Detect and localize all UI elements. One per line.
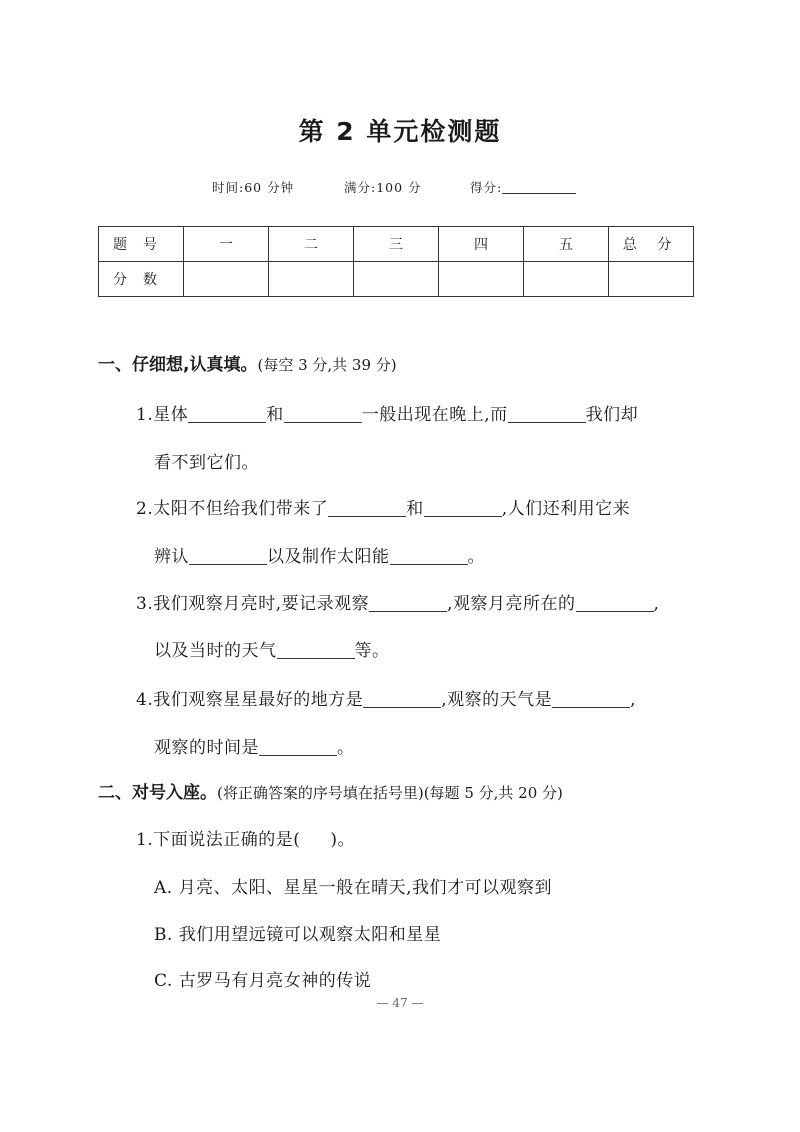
score-table xyxy=(98,226,694,297)
q1-num: 1. xyxy=(136,405,154,425)
q2-text-b: 和 xyxy=(406,499,424,519)
answer-blank[interactable] xyxy=(189,546,267,565)
question-1-1-line-2: 看不到它们。 xyxy=(154,453,259,473)
answer-blank[interactable] xyxy=(369,593,447,612)
q4-text-e: 。 xyxy=(337,738,355,758)
section-2-note: (将正确答案的序号填在括号里)(每题 5 分,共 20 分) xyxy=(217,784,563,802)
score-cell-total[interactable] xyxy=(609,262,694,297)
answer-blank[interactable] xyxy=(508,404,586,423)
q4-text-d: 观察的时间是 xyxy=(154,738,259,758)
q2-num: 2. xyxy=(136,499,154,519)
q1-text-b: 和 xyxy=(266,405,284,425)
score-cell-1[interactable] xyxy=(184,262,269,297)
score-table-header-row xyxy=(99,227,694,262)
question-1-4-line-1 xyxy=(136,685,636,710)
score-table-score-row xyxy=(99,262,694,297)
q1-text-a: 星体 xyxy=(153,405,189,425)
section-2-heading xyxy=(98,778,563,803)
score-cell-3[interactable] xyxy=(354,262,439,297)
q1-text-d: 我们却 xyxy=(585,405,639,425)
answer-blank[interactable] xyxy=(552,689,630,708)
answer-blank[interactable] xyxy=(277,640,355,659)
page-title: 第 2 单元检测题 xyxy=(298,117,502,146)
col-header-total: 总 分 xyxy=(609,227,694,262)
section-1-title: 一、仔细想,认真填。 xyxy=(98,355,258,375)
answer-blank[interactable] xyxy=(424,498,502,517)
answer-blank[interactable] xyxy=(576,593,654,612)
time-info: 时间:60 分钟 xyxy=(212,180,295,195)
score-blank[interactable] xyxy=(502,180,576,194)
col-header-1: 一 xyxy=(184,227,269,262)
col-header-3: 三 xyxy=(354,227,439,262)
q3-text-e: 等。 xyxy=(354,641,390,661)
section-2-title: 二、对号入座。 xyxy=(98,783,217,803)
q3-num: 3. xyxy=(136,594,154,614)
score-field xyxy=(470,178,576,196)
score-cell-5[interactable] xyxy=(524,262,609,297)
score-label: 得分: xyxy=(470,180,503,195)
q2-1-num: 1. xyxy=(136,830,154,850)
row-label-score: 分数 xyxy=(99,262,184,297)
q1-text-c: 一般出现在晚上,而 xyxy=(361,405,508,425)
question-2-1-stem xyxy=(136,825,355,850)
full-score-info: 满分:100 分 xyxy=(344,180,422,195)
q3-text-d: 以及当时的天气 xyxy=(154,641,277,661)
answer-blank[interactable] xyxy=(328,498,406,517)
col-header-5: 五 xyxy=(524,227,609,262)
score-cell-4[interactable] xyxy=(439,262,524,297)
question-1-1-line-1 xyxy=(136,400,638,425)
option-c: C. 古罗马有月亮女神的传说 xyxy=(154,971,372,991)
q3-text-b: ,观察月亮所在的 xyxy=(447,594,576,614)
q4-text-c: , xyxy=(630,690,637,710)
q2-text-c: ,人们还利用它来 xyxy=(501,499,631,519)
q2-text-f: 。 xyxy=(467,547,485,567)
col-header-2: 二 xyxy=(269,227,354,262)
option-a: A. 月亮、太阳、星星一般在晴天,我们才可以观察到 xyxy=(154,878,552,898)
question-1-3-line-2 xyxy=(154,636,390,661)
q3-text-a: 我们观察月亮时,要记录观察 xyxy=(153,594,370,614)
answer-blank[interactable] xyxy=(363,689,441,708)
question-1-3-line-1 xyxy=(136,589,659,614)
section-1-heading xyxy=(98,350,397,375)
q3-text-c: , xyxy=(653,594,660,614)
q4-num: 4. xyxy=(136,690,154,710)
q2-1-stem-a: 下面说法正确的是( xyxy=(153,830,301,850)
answer-blank[interactable] xyxy=(390,546,468,565)
q2-text-a: 太阳不但给我们带来了 xyxy=(153,499,329,519)
answer-blank[interactable] xyxy=(259,737,337,756)
q4-text-b: ,观察的天气是 xyxy=(441,690,553,710)
answer-blank[interactable] xyxy=(284,404,362,423)
question-1-4-line-2 xyxy=(154,733,355,758)
q2-text-d: 辨认 xyxy=(154,547,189,567)
page-number: — 47 — xyxy=(376,996,424,1010)
answer-blank[interactable] xyxy=(188,404,266,423)
col-header-4: 四 xyxy=(439,227,524,262)
score-cell-2[interactable] xyxy=(269,262,354,297)
q4-text-a: 我们观察星星最好的地方是 xyxy=(153,690,364,710)
row-label-question: 题号 xyxy=(99,227,184,262)
section-1-note: (每空 3 分,共 39 分) xyxy=(257,356,397,374)
question-1-2-line-2 xyxy=(154,542,485,567)
option-b: B. 我们用望远镜可以观察太阳和星星 xyxy=(154,925,442,945)
q2-1-stem-b: )。 xyxy=(330,830,356,850)
question-1-2-line-1 xyxy=(136,494,630,519)
q2-text-e: 以及制作太阳能 xyxy=(267,547,390,567)
